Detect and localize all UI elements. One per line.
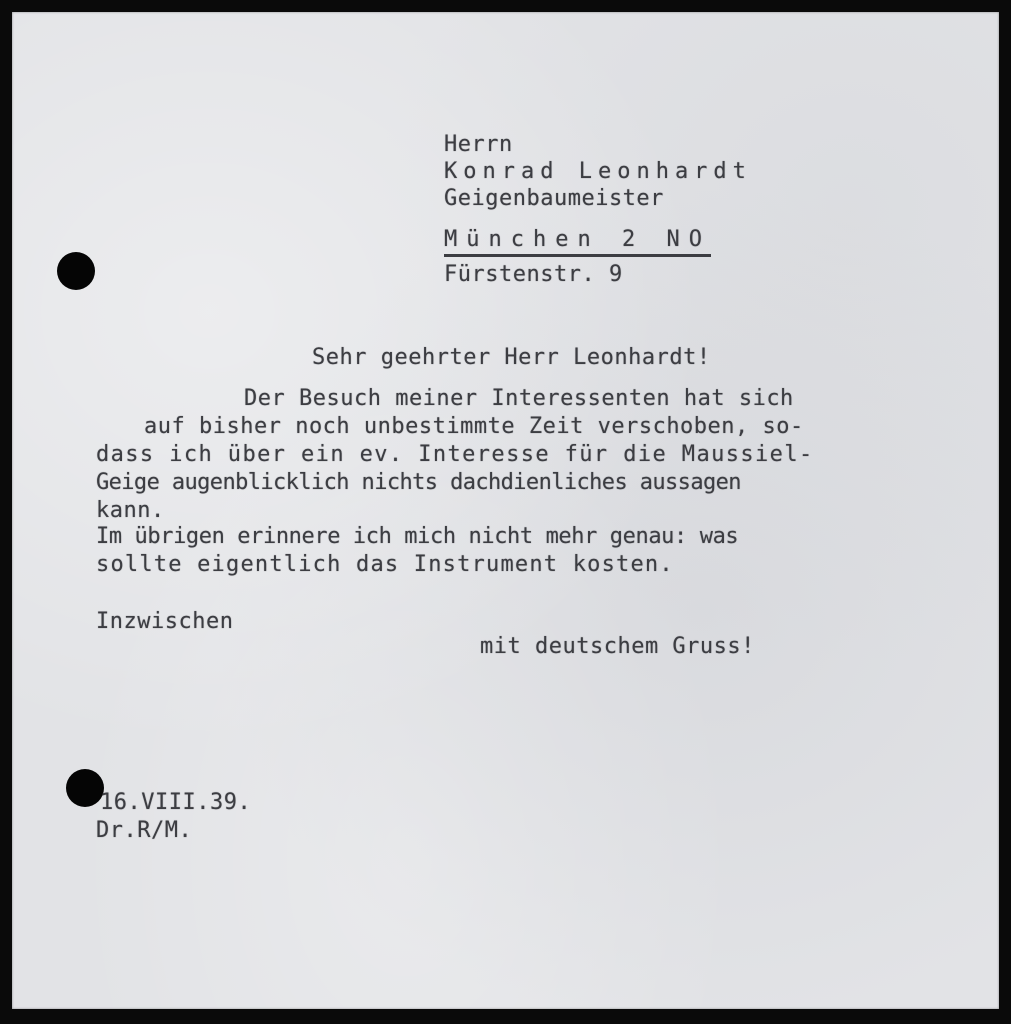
body-line: dass ich über ein ev. Interesse für die Maussiel-: [96, 442, 814, 467]
letter-date: 16.VIII.39.: [100, 790, 252, 815]
punch-hole-bottom: [66, 769, 104, 807]
recipient-profession: Geigenbaumeister: [444, 186, 664, 211]
closing-inzwischen: Inzwischen: [96, 609, 234, 634]
body-line: sollte eigentlich das Instrument kosten.: [96, 552, 674, 577]
body-line: auf bisher noch unbestimmte Zeit verschoben, so-: [144, 414, 804, 439]
body-line: Geige augenblicklich nichts dachdienliches aussagen: [96, 470, 741, 495]
letter-greeting: Sehr geehrter Herr Leonhardt!: [312, 345, 711, 370]
letter-reference: Dr.R/M.: [96, 818, 193, 843]
letter-page: [12, 12, 999, 1009]
recipient-salutation: Herrn: [444, 132, 513, 157]
closing-greeting: mit deutschem Gruss!: [480, 634, 755, 659]
body-line: kann.: [96, 498, 165, 523]
body-line: Der Besuch meiner Interessenten hat sich: [244, 386, 794, 411]
recipient-city: München 2 NO: [444, 227, 711, 257]
recipient-name: Konrad Leonhardt: [444, 159, 752, 184]
recipient-street: Fürstenstr. 9: [444, 262, 623, 287]
body-line: Im übrigen erinnere ich mich nicht mehr genau: was: [96, 524, 739, 549]
punch-hole-top: [57, 252, 95, 290]
